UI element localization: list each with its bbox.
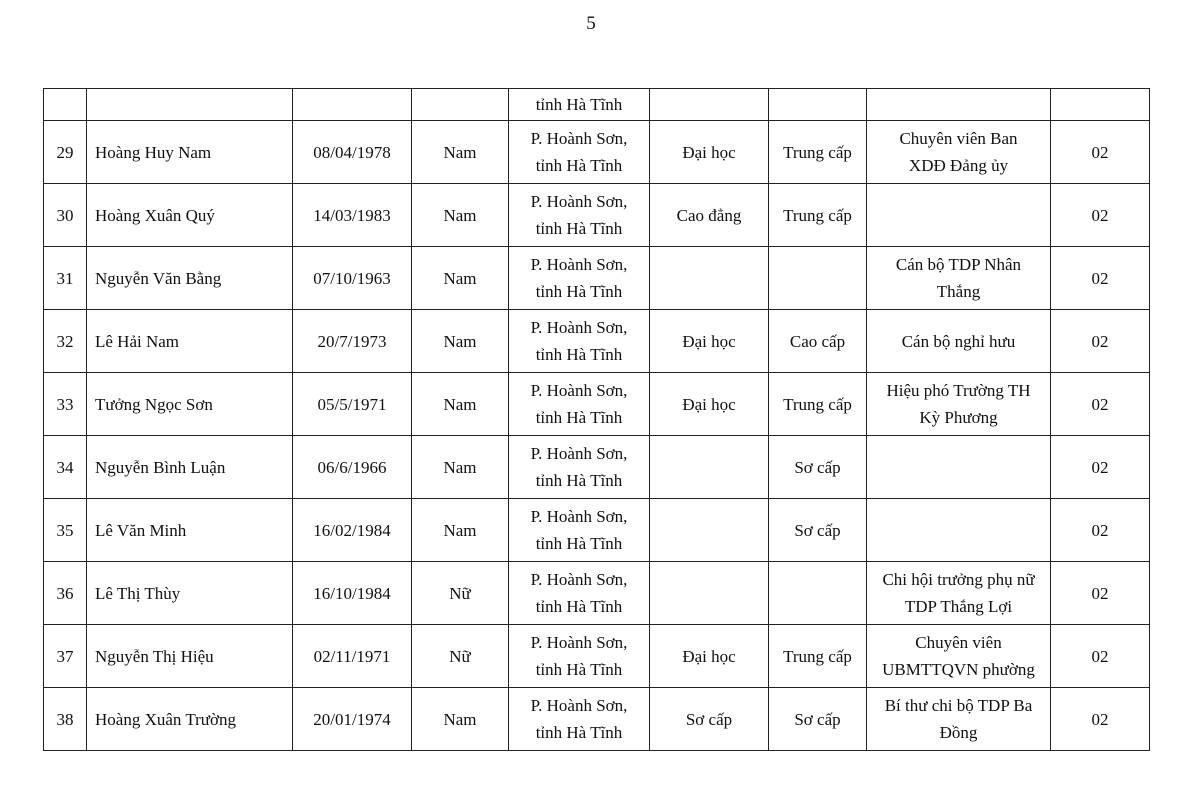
address-cell <box>509 436 650 499</box>
position-line: Chi hội trưởng phụ nữ <box>882 570 1035 589</box>
political-theory-cell <box>769 562 867 625</box>
term-cell: 02 <box>1051 184 1150 247</box>
birthdate-cell: 16/02/1984 <box>293 499 412 562</box>
political-theory-cell <box>769 247 867 310</box>
address-line: tỉnh Hà Tĩnh <box>535 408 623 427</box>
page-number: 5 <box>586 13 596 34</box>
stt-cell: 29 <box>44 121 87 184</box>
gender-cell: Nam <box>412 436 509 499</box>
position-cell <box>867 184 1051 247</box>
stt-cell: 31 <box>44 247 87 310</box>
education-cell: Cao đẳng <box>650 184 769 247</box>
address-line: P. Hoành Sơn, <box>530 633 628 652</box>
position-line: Chuyên viên Ban <box>899 129 1018 148</box>
position-line: TDP Thắng Lợi <box>904 597 1013 616</box>
position-cell <box>867 499 1051 562</box>
birthdate-cell: 05/5/1971 <box>293 373 412 436</box>
birthdate-cell: 08/04/1978 <box>293 121 412 184</box>
term-cell <box>1051 89 1150 121</box>
stt-cell <box>44 89 87 121</box>
name-cell: Lê Thị Thùy <box>87 562 293 625</box>
gender-cell: Nam <box>412 310 509 373</box>
birthdate-cell: 14/03/1983 <box>293 184 412 247</box>
political-theory-cell: Sơ cấp <box>769 688 867 751</box>
address-line: tỉnh Hà Tĩnh <box>535 534 623 553</box>
political-theory-cell: Sơ cấp <box>769 499 867 562</box>
gender-cell: Nam <box>412 247 509 310</box>
address-line: tỉnh Hà Tĩnh <box>535 95 623 114</box>
gender-cell: Nam <box>412 499 509 562</box>
term-cell: 02 <box>1051 373 1150 436</box>
birthdate-cell: 07/10/1963 <box>293 247 412 310</box>
gender-cell: Nam <box>412 184 509 247</box>
position-cell <box>867 247 1051 310</box>
address-cell <box>509 184 650 247</box>
education-cell <box>650 436 769 499</box>
term-cell: 02 <box>1051 499 1150 562</box>
address-cell <box>509 310 650 373</box>
position-cell <box>867 688 1051 751</box>
table-row <box>44 121 1150 184</box>
name-cell: Nguyễn Thị Hiệu <box>87 625 293 688</box>
position-line: UBMTTQVN phường <box>882 660 1035 679</box>
address-line: P. Hoành Sơn, <box>530 570 628 589</box>
position-line: Thắng <box>936 282 981 301</box>
table-row <box>44 562 1150 625</box>
education-cell <box>650 247 769 310</box>
address-line: tỉnh Hà Tĩnh <box>535 471 623 490</box>
address-line: tỉnh Hà Tĩnh <box>535 156 623 175</box>
name-cell <box>87 89 293 121</box>
name-cell: Lê Văn Minh <box>87 499 293 562</box>
term-cell: 02 <box>1051 562 1150 625</box>
position-line: XDĐ Đảng ủy <box>908 156 1009 175</box>
address-line: tỉnh Hà Tĩnh <box>535 660 623 679</box>
table-row <box>44 436 1150 499</box>
stt-cell: 32 <box>44 310 87 373</box>
address-line: tỉnh Hà Tĩnh <box>535 597 623 616</box>
address-line: tỉnh Hà Tĩnh <box>535 219 623 238</box>
table-row <box>44 625 1150 688</box>
political-theory-cell: Cao cấp <box>769 310 867 373</box>
address-cell <box>509 562 650 625</box>
position-line: Bí thư chi bộ TDP Ba <box>884 696 1033 715</box>
position-line: Kỳ Phương <box>919 408 998 427</box>
political-theory-cell: Trung cấp <box>769 121 867 184</box>
name-cell: Hoàng Huy Nam <box>87 121 293 184</box>
stt-cell: 35 <box>44 499 87 562</box>
table-row <box>44 184 1150 247</box>
term-cell: 02 <box>1051 436 1150 499</box>
name-cell: Nguyễn Văn Bằng <box>87 247 293 310</box>
address-line: P. Hoành Sơn, <box>530 192 628 211</box>
address-cell <box>509 373 650 436</box>
term-cell: 02 <box>1051 247 1150 310</box>
political-theory-cell: Sơ cấp <box>769 436 867 499</box>
position-cell <box>867 121 1051 184</box>
stt-cell: 36 <box>44 562 87 625</box>
address-line: tỉnh Hà Tĩnh <box>535 723 623 742</box>
term-cell: 02 <box>1051 688 1150 751</box>
term-cell: 02 <box>1051 310 1150 373</box>
term-cell: 02 <box>1051 625 1150 688</box>
education-cell: Đại học <box>650 373 769 436</box>
birthdate-cell: 06/6/1966 <box>293 436 412 499</box>
political-theory-cell: Trung cấp <box>769 184 867 247</box>
education-cell: Đại học <box>650 310 769 373</box>
position-line: Hiệu phó Trường TH <box>886 381 1031 400</box>
table-row <box>44 247 1150 310</box>
education-cell: Đại học <box>650 625 769 688</box>
name-cell: Tưởng Ngọc Sơn <box>87 373 293 436</box>
stt-cell: 34 <box>44 436 87 499</box>
address-line: P. Hoành Sơn, <box>530 318 628 337</box>
table-row <box>44 499 1150 562</box>
table-row <box>44 310 1150 373</box>
birthdate-cell <box>293 89 412 121</box>
political-theory-cell <box>769 89 867 121</box>
birthdate-cell: 20/01/1974 <box>293 688 412 751</box>
address-line: P. Hoành Sơn, <box>530 129 628 148</box>
gender-cell: Nữ <box>412 562 509 625</box>
education-cell: Sơ cấp <box>650 688 769 751</box>
position-cell <box>867 373 1051 436</box>
name-cell: Nguyễn Bình Luận <box>87 436 293 499</box>
term-cell: 02 <box>1051 121 1150 184</box>
address-line: P. Hoành Sơn, <box>530 255 628 274</box>
education-cell <box>650 562 769 625</box>
address-line: tỉnh Hà Tĩnh <box>535 345 623 364</box>
address-cell <box>509 688 650 751</box>
member-table <box>43 88 1150 751</box>
gender-cell: Nữ <box>412 625 509 688</box>
gender-cell: Nam <box>412 688 509 751</box>
gender-cell: Nam <box>412 121 509 184</box>
table-row <box>44 373 1150 436</box>
position-line: Cán bộ TDP Nhân <box>895 255 1022 274</box>
continuation-row <box>44 89 1150 121</box>
position-cell <box>867 89 1051 121</box>
stt-cell: 37 <box>44 625 87 688</box>
name-cell: Hoàng Xuân Quý <box>87 184 293 247</box>
address-line: P. Hoành Sơn, <box>530 507 628 526</box>
address-cell <box>509 625 650 688</box>
address-line: P. Hoành Sơn, <box>530 444 628 463</box>
position-cell <box>867 436 1051 499</box>
name-cell: Lê Hải Nam <box>87 310 293 373</box>
political-theory-cell: Trung cấp <box>769 373 867 436</box>
birthdate-cell: 02/11/1971 <box>293 625 412 688</box>
stt-cell: 30 <box>44 184 87 247</box>
address-cell <box>509 499 650 562</box>
address-line: P. Hoành Sơn, <box>530 381 628 400</box>
stt-cell: 33 <box>44 373 87 436</box>
education-cell <box>650 89 769 121</box>
table-row <box>44 688 1150 751</box>
name-cell: Hoàng Xuân Trường <box>87 688 293 751</box>
address-cell <box>509 89 650 121</box>
position-cell <box>867 310 1051 373</box>
birthdate-cell: 20/7/1973 <box>293 310 412 373</box>
education-cell <box>650 499 769 562</box>
address-cell <box>509 247 650 310</box>
address-line: tỉnh Hà Tĩnh <box>535 282 623 301</box>
position-line: Cán bộ nghỉ hưu <box>901 331 1016 351</box>
stt-cell: 38 <box>44 688 87 751</box>
birthdate-cell: 16/10/1984 <box>293 562 412 625</box>
political-theory-cell: Trung cấp <box>769 625 867 688</box>
position-line: Đồng <box>939 723 978 742</box>
position-cell <box>867 562 1051 625</box>
gender-cell: Nam <box>412 373 509 436</box>
education-cell: Đại học <box>650 121 769 184</box>
member-table-body <box>44 89 1150 751</box>
gender-cell <box>412 89 509 121</box>
address-line: P. Hoành Sơn, <box>530 696 628 715</box>
position-line: Chuyên viên <box>915 633 1002 652</box>
address-cell <box>509 121 650 184</box>
position-cell <box>867 625 1051 688</box>
